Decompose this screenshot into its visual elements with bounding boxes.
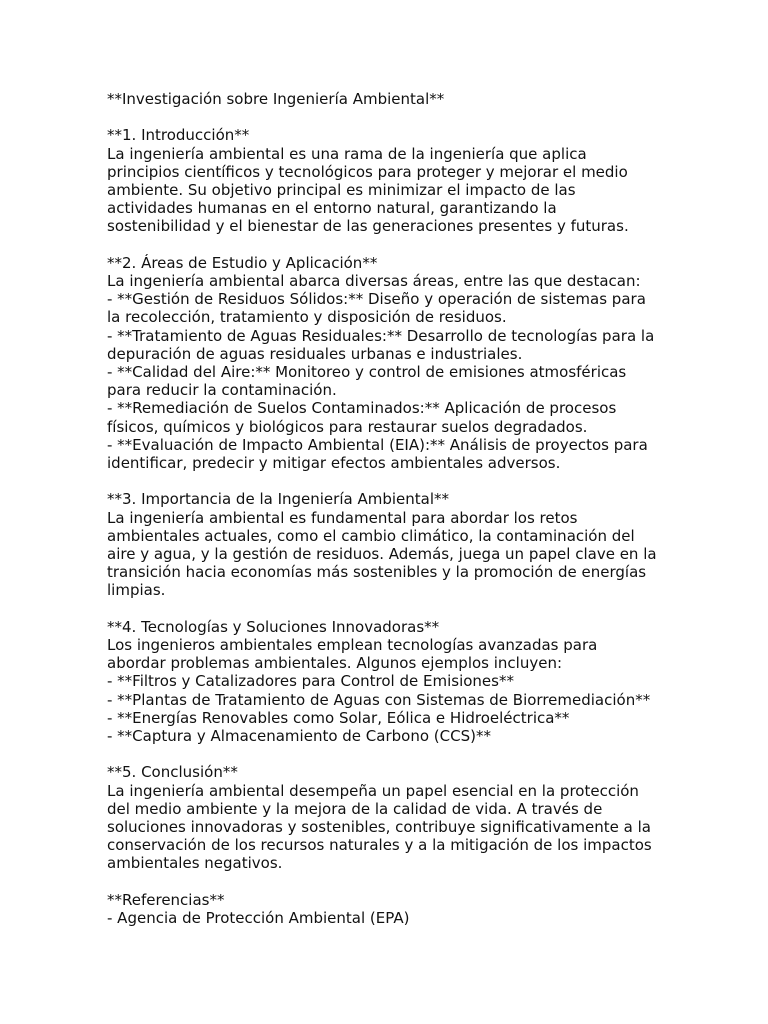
section-line: conservación de los recursos naturales y a la mitigación de los impactos <box>107 836 652 855</box>
paragraph-gap <box>107 236 707 254</box>
section-line: La ingeniería ambiental desempeña un papel esencial en la protección <box>107 781 639 800</box>
section-line: del medio ambiente y la mejora de la calidad de vida. A través de <box>107 799 603 818</box>
paragraph-gap <box>107 873 707 891</box>
section-line: ambientales negativos. <box>107 854 283 873</box>
section-line: aire y agua, y la gestión de residuos. Además, juega un papel clave en la <box>107 545 657 564</box>
paragraph-gap <box>107 600 707 618</box>
section-line: soluciones innovadoras y sostenibles, contribuye significativamente a la <box>107 818 651 837</box>
section-line: limpias. <box>107 581 166 600</box>
section-line: La ingeniería ambiental es una rama de la ingeniería que aplica <box>107 144 587 163</box>
paragraph-gap <box>107 745 707 763</box>
section-areas <box>107 254 707 472</box>
list-item: - **Plantas de Tratamiento de Aguas con Sistemas de Biorremediación** <box>107 690 651 709</box>
document-title: **Investigación sobre Ingeniería Ambiental** <box>107 90 445 108</box>
section-line: para reducir la contaminación. <box>107 381 337 400</box>
section-line: actividades humanas en el entorno natural, garantizando la <box>107 199 557 218</box>
section-line: La ingeniería ambiental es fundamental para abordar los retos <box>107 508 578 527</box>
section-line: La ingeniería ambiental abarca diversas áreas, entre las que destacan: <box>107 272 641 290</box>
section-heading: **4. Tecnologías y Soluciones Innovadoras** <box>107 617 440 636</box>
section-introduccion <box>107 126 707 235</box>
section-line: ambiente. Su objetivo principal es minimizar el impacto de las <box>107 181 576 199</box>
section-line: depuración de aguas residuales urbanas e industriales. <box>107 344 523 363</box>
list-item: - **Calidad del Aire:** Monitoreo y control de emisiones atmosféricas <box>107 363 627 382</box>
section-line: físicos, químicos y biológicos para restaurar suelos degradados. <box>107 417 588 436</box>
section-line: sostenibilidad y el bienestar de las generaciones presentes y futuras. <box>107 217 629 236</box>
section-heading: **5. Conclusión** <box>107 763 238 782</box>
section-conclusion <box>107 763 707 872</box>
list-item: - Agencia de Protección Ambiental (EPA) <box>107 909 410 928</box>
list-item: - **Captura y Almacenamiento de Carbono (CCS)** <box>107 727 491 746</box>
list-item: - **Filtros y Catalizadores para Control de Emisiones** <box>107 672 514 691</box>
section-line: identificar, predecir y mitigar efectos ambientales adversos. <box>107 454 561 473</box>
section-heading: **3. Importancia de la Ingeniería Ambiental** <box>107 490 449 509</box>
list-item: - **Evaluación de Impacto Ambiental (EIA):** Análisis de proyectos para <box>107 435 648 454</box>
list-item: - **Gestión de Residuos Sólidos:** Diseño y operación de sistemas para <box>107 290 646 309</box>
section-tecnologias <box>107 618 707 745</box>
section-line: ambientales actuales, como el cambio climático, la contaminación del <box>107 526 635 545</box>
paragraph-gap <box>107 108 707 126</box>
document-page <box>107 90 707 927</box>
section-line: Los ingenieros ambientales emplean tecnologías avanzadas para <box>107 636 598 655</box>
section-importancia <box>107 490 707 599</box>
paragraph-gap <box>107 472 707 490</box>
list-item: - **Remediación de Suelos Contaminados:** Aplicación de procesos <box>107 399 617 418</box>
section-referencias <box>107 891 707 927</box>
section-line: principios científicos y tecnológicos para proteger y mejorar el medio <box>107 162 628 181</box>
section-heading: **Referencias** <box>107 890 225 909</box>
section-line: transición hacia economías más sostenibles y la promoción de energías <box>107 563 647 582</box>
section-heading: **2. Áreas de Estudio y Aplicación** <box>107 253 378 272</box>
section-line: la recolección, tratamiento y disposición de residuos. <box>107 308 507 327</box>
list-item: - **Energías Renovables como Solar, Eólica e Hidroeléctrica** <box>107 708 570 727</box>
section-line: abordar problemas ambientales. Algunos ejemplos incluyen: <box>107 654 563 673</box>
section-heading: **1. Introducción** <box>107 126 250 145</box>
list-item: - **Tratamiento de Aguas Residuales:** Desarrollo de tecnologías para la <box>107 326 655 345</box>
